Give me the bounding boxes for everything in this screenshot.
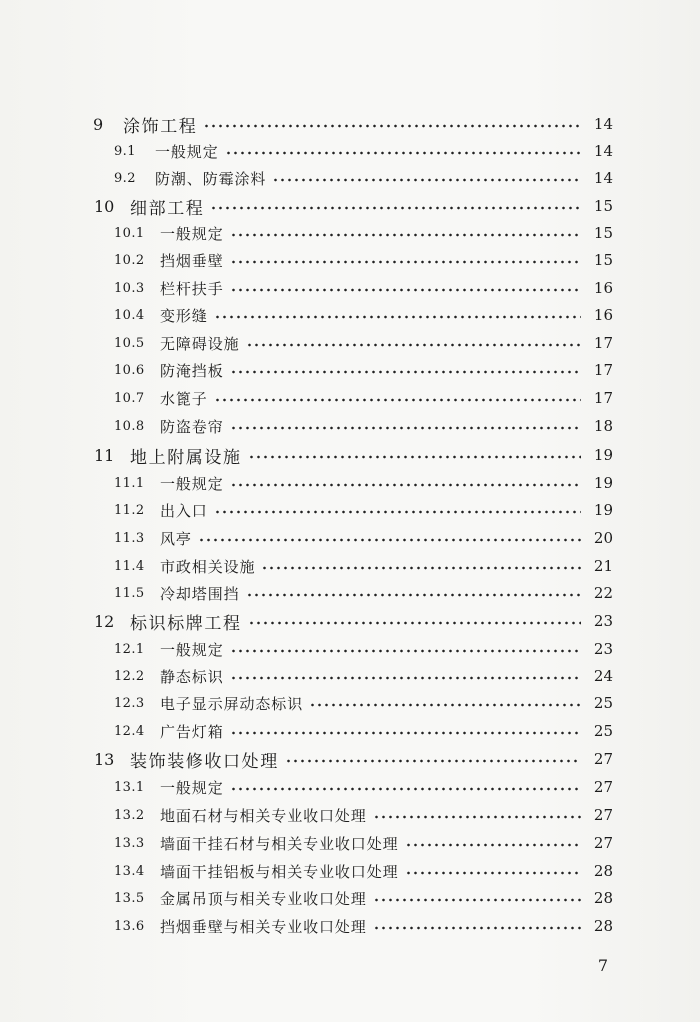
entry-title: 金属吊顶与相关专业收口处理 [160, 889, 367, 908]
entry-number: 10.6 [114, 362, 145, 378]
dot-leader [285, 747, 581, 771]
toc-entry [114, 859, 613, 883]
chapter-number: 9 [93, 114, 104, 134]
toc-entry [114, 719, 613, 743]
toc-chapter [94, 609, 613, 633]
toc-entry [114, 358, 613, 382]
page-ref: 19 [593, 446, 613, 464]
toc-entry [114, 166, 613, 190]
entry-title: 电子显示屏动态标识 [160, 694, 304, 713]
page-ref: 17 [593, 361, 613, 379]
page-ref: 17 [593, 334, 613, 352]
page-number: 7 [597, 956, 608, 975]
entry-number: 10.1 [114, 225, 145, 241]
entry-number: 10.3 [114, 280, 145, 296]
page-ref: 15 [593, 224, 613, 242]
dot-leader [373, 914, 581, 938]
entry-number: 12.3 [114, 695, 145, 711]
dot-leader [309, 691, 581, 715]
entry-title: 出入口 [160, 501, 208, 520]
toc-entry [114, 581, 613, 605]
entry-title: 地面石材与相关专业收口处理 [160, 806, 367, 825]
entry-number: 9.1 [114, 143, 136, 159]
page-ref: 19 [593, 474, 613, 492]
entry-number: 11.2 [114, 502, 145, 518]
toc-entry [114, 303, 613, 327]
toc-entry [114, 414, 613, 438]
entry-title: 变形缝 [160, 306, 208, 325]
entry-number: 11.4 [114, 558, 145, 574]
toc-entry [114, 637, 613, 661]
toc-entry [114, 248, 613, 272]
dot-leader [373, 803, 581, 827]
entry-number: 12.2 [114, 668, 145, 684]
page-ref: 24 [593, 667, 613, 685]
entry-title: 市政相关设施 [160, 557, 256, 576]
entry-title: 一般规定 [160, 778, 224, 797]
page-ref: 23 [593, 612, 613, 630]
dot-leader [230, 775, 581, 799]
chapter-title: 细部工程 [130, 198, 205, 219]
dot-leader [214, 498, 581, 522]
page-ref: 14 [593, 115, 613, 133]
toc-entry [114, 691, 613, 715]
toc-entry [114, 664, 613, 688]
dot-leader [214, 386, 581, 410]
page-ref: 23 [593, 640, 613, 658]
dot-leader [230, 276, 581, 300]
dot-leader [203, 112, 581, 136]
page-ref: 15 [593, 197, 613, 215]
dot-leader [373, 886, 581, 910]
entry-title: 防潮、防霉涂料 [155, 169, 267, 188]
entry-number: 10.5 [114, 335, 145, 351]
entry-title: 墙面干挂铝板与相关专业收口处理 [160, 862, 399, 881]
dot-leader [248, 443, 581, 467]
toc-chapter [93, 112, 613, 136]
page-ref: 16 [593, 306, 613, 324]
entry-title: 一般规定 [155, 142, 219, 161]
entry-number: 11.1 [114, 475, 145, 491]
entry-title: 一般规定 [160, 224, 224, 243]
dot-leader [214, 303, 581, 327]
toc-chapter [94, 443, 613, 467]
entry-title: 一般规定 [160, 474, 224, 493]
entry-number: 13.6 [114, 918, 145, 934]
page-ref: 25 [593, 694, 613, 712]
dot-leader [230, 719, 581, 743]
chapter-number: 10 [94, 196, 115, 216]
dot-leader [272, 166, 581, 190]
entry-title: 挡烟垂壁 [160, 251, 224, 270]
chapter-title: 地上附属设施 [130, 447, 242, 468]
dot-leader [261, 554, 581, 578]
entry-number: 13.5 [114, 890, 145, 906]
entry-number: 13.3 [114, 835, 145, 851]
toc-entry [114, 831, 613, 855]
entry-title: 风亭 [160, 529, 192, 548]
page-ref: 27 [593, 834, 613, 852]
page-ref: 27 [593, 806, 613, 824]
page-ref: 17 [593, 389, 613, 407]
entry-title: 无障碍设施 [160, 334, 240, 353]
toc-entry [114, 276, 613, 300]
entry-title: 挡烟垂壁与相关专业收口处理 [160, 917, 367, 936]
entry-number: 9.2 [114, 170, 136, 186]
chapter-number: 11 [94, 445, 115, 465]
entry-number: 10.4 [114, 307, 145, 323]
entry-title: 防淹挡板 [160, 361, 224, 380]
toc-entry [114, 886, 613, 910]
page-ref: 22 [593, 584, 613, 602]
entry-title: 广告灯箱 [160, 722, 224, 741]
dot-leader [230, 637, 581, 661]
toc-entry [114, 221, 613, 245]
entry-number: 12.4 [114, 723, 145, 739]
dot-leader [405, 859, 581, 883]
dot-leader [230, 358, 581, 382]
chapter-number: 12 [94, 611, 115, 631]
page-ref: 18 [593, 417, 613, 435]
page-ref: 27 [593, 750, 613, 768]
page-ref: 27 [593, 778, 613, 796]
toc-chapter [94, 194, 613, 218]
entry-number: 13.1 [114, 779, 145, 795]
dot-leader [230, 414, 581, 438]
toc-entry [114, 554, 613, 578]
entry-title: 栏杆扶手 [160, 279, 224, 298]
dot-leader [230, 221, 581, 245]
chapter-number: 13 [94, 749, 115, 769]
chapter-title: 装饰装修收口处理 [130, 751, 279, 772]
page-ref: 28 [593, 862, 613, 880]
entry-title: 一般规定 [160, 640, 224, 659]
page-ref: 21 [593, 557, 613, 575]
toc-entry [114, 775, 613, 799]
entry-title: 静态标识 [160, 667, 224, 686]
dot-leader [248, 609, 581, 633]
entry-number: 12.1 [114, 641, 145, 657]
dot-leader [246, 331, 581, 355]
dot-leader [405, 831, 581, 855]
entry-number: 11.5 [114, 585, 145, 601]
page-ref: 28 [593, 889, 613, 907]
entry-number: 10.7 [114, 390, 145, 406]
toc-entry [114, 526, 613, 550]
toc-entry [114, 331, 613, 355]
page-ref: 14 [593, 169, 613, 187]
entry-number: 13.2 [114, 807, 145, 823]
dot-leader [230, 471, 581, 495]
chapter-title: 标识标牌工程 [130, 613, 242, 634]
dot-leader [230, 248, 581, 272]
entry-number: 10.8 [114, 418, 145, 434]
dot-leader [225, 139, 581, 163]
toc-entry [114, 139, 613, 163]
page-ref: 15 [593, 251, 613, 269]
entry-title: 防盗卷帘 [160, 417, 224, 436]
entry-number: 13.4 [114, 863, 145, 879]
toc-entry [114, 386, 613, 410]
page-ref: 28 [593, 917, 613, 935]
dot-leader [198, 526, 581, 550]
page-ref: 25 [593, 722, 613, 740]
page-ref: 20 [593, 529, 613, 547]
dot-leader [230, 664, 581, 688]
entry-title: 水篦子 [160, 389, 208, 408]
toc-chapter [94, 747, 613, 771]
entry-title: 冷却塔围挡 [160, 584, 240, 603]
dot-leader [246, 581, 581, 605]
toc-entry [114, 803, 613, 827]
entry-number: 10.2 [114, 252, 145, 268]
dot-leader [210, 194, 581, 218]
entry-number: 11.3 [114, 530, 145, 546]
entry-title: 墙面干挂石材与相关专业收口处理 [160, 834, 399, 853]
toc-entry [114, 498, 613, 522]
toc-entry [114, 914, 613, 938]
chapter-title: 涂饰工程 [123, 116, 198, 137]
page-ref: 19 [593, 501, 613, 519]
page-ref: 16 [593, 279, 613, 297]
toc-entry [114, 471, 613, 495]
page-ref: 14 [593, 142, 613, 160]
